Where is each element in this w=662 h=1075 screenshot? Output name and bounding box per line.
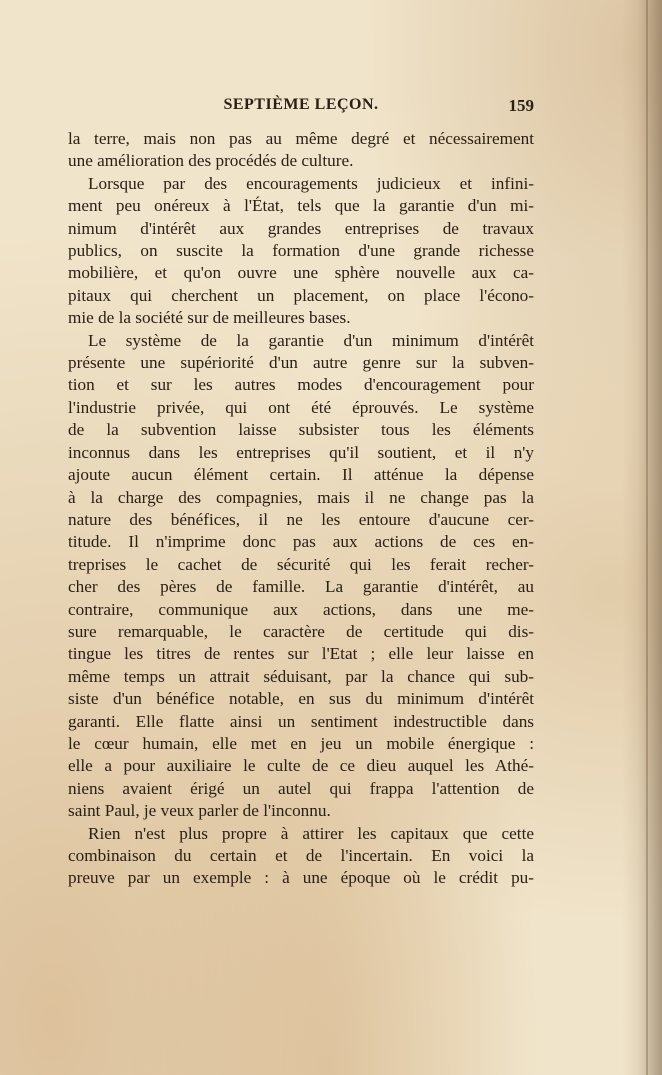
text-line: niens avaient érigé un autel qui frappa l'attention de [68,778,534,798]
page-edge-shadow [622,0,662,1075]
running-head: SEPTIÈME LEÇON. [223,96,379,113]
text-line: cher des pères de famille. La garantie d'intérêt, au [68,577,534,597]
text-line: même temps un attrait séduisant, par la chance qui sub- [68,666,534,686]
body-text [68,128,534,890]
text-line: Rien n'est plus propre à attirer les capitaux que cette [88,823,534,843]
text-line: treprises le cachet de sécurité qui les ferait recher- [68,554,534,574]
page-header [68,96,534,122]
text-line: de la subvention laisse subsister tous les éléments [68,420,534,440]
text-line: tingue les titres de rentes sur l'Etat ; elle leur laisse en [68,644,534,664]
text-line: pitaux qui cherchent un placement, on place l'écono- [68,285,534,305]
text-line: titude. Il n'imprime donc pas aux actions de ces en- [68,532,534,552]
text-line: une amélioration des procédés de culture. [68,151,354,171]
text-line: preuve par un exemple : à une époque où le crédit pu- [68,868,534,888]
text-line: siste d'un bénéfice notable, en sus du minimum d'intérêt [68,689,534,709]
page-edge-line [646,0,648,1075]
text-line: inconnus dans les entreprises qu'il soutient, et il n'y [68,442,534,462]
text-line: nimum d'intérêt aux grandes entreprises de travaux [68,218,534,238]
text-line: ajoute aucun élément certain. Il atténue la dépense [68,465,534,485]
text-line: le cœur humain, elle met en jeu un mobile énergique : [68,733,534,753]
text-line: mie de la société sur de meilleures bases. [68,308,351,328]
text-line: nature des bénéfices, il ne les entoure d'aucune cer- [68,509,534,529]
text-line: saint Paul, je veux parler de l'inconnu. [68,801,331,821]
text-line: tion et sur les autres modes d'encouragement pour [68,375,534,395]
text-line: l'industrie privée, qui ont été éprouvés. Le système [68,397,534,417]
text-line: présente une supériorité d'un autre genre sur la subven- [68,353,534,373]
text-line: contraire, communique aux actions, dans une me- [68,599,534,619]
text-line: la terre, mais non pas au même degré et nécessairement [68,129,534,148]
text-line: publics, on suscite la formation d'une grande richesse [68,241,534,261]
text-line: combinaison du certain et de l'incertain. En voici la [68,846,534,865]
text-line: Le système de la garantie d'un minimum d'intérêt [88,330,534,350]
text-line: Lorsque par des encouragements judicieux et infini- [88,173,534,193]
text-line: ment peu onéreux à l'État, tels que la garantie d'un mi- [68,196,534,216]
page-number: 159 [508,96,534,115]
text-line: elle a pour auxiliaire le culte de ce dieu auquel les Athé- [68,756,534,776]
text-line: garanti. Elle flatte ainsi un sentiment indestructible dans [68,711,534,731]
text-line: à la charge des compagnies, mais il ne change pas la [68,487,534,507]
text-line: sure remarquable, le caractère de certitude qui dis- [68,621,534,641]
text-line: mobilière, et qu'on ouvre une sphère nouvelle aux ca- [68,263,534,283]
